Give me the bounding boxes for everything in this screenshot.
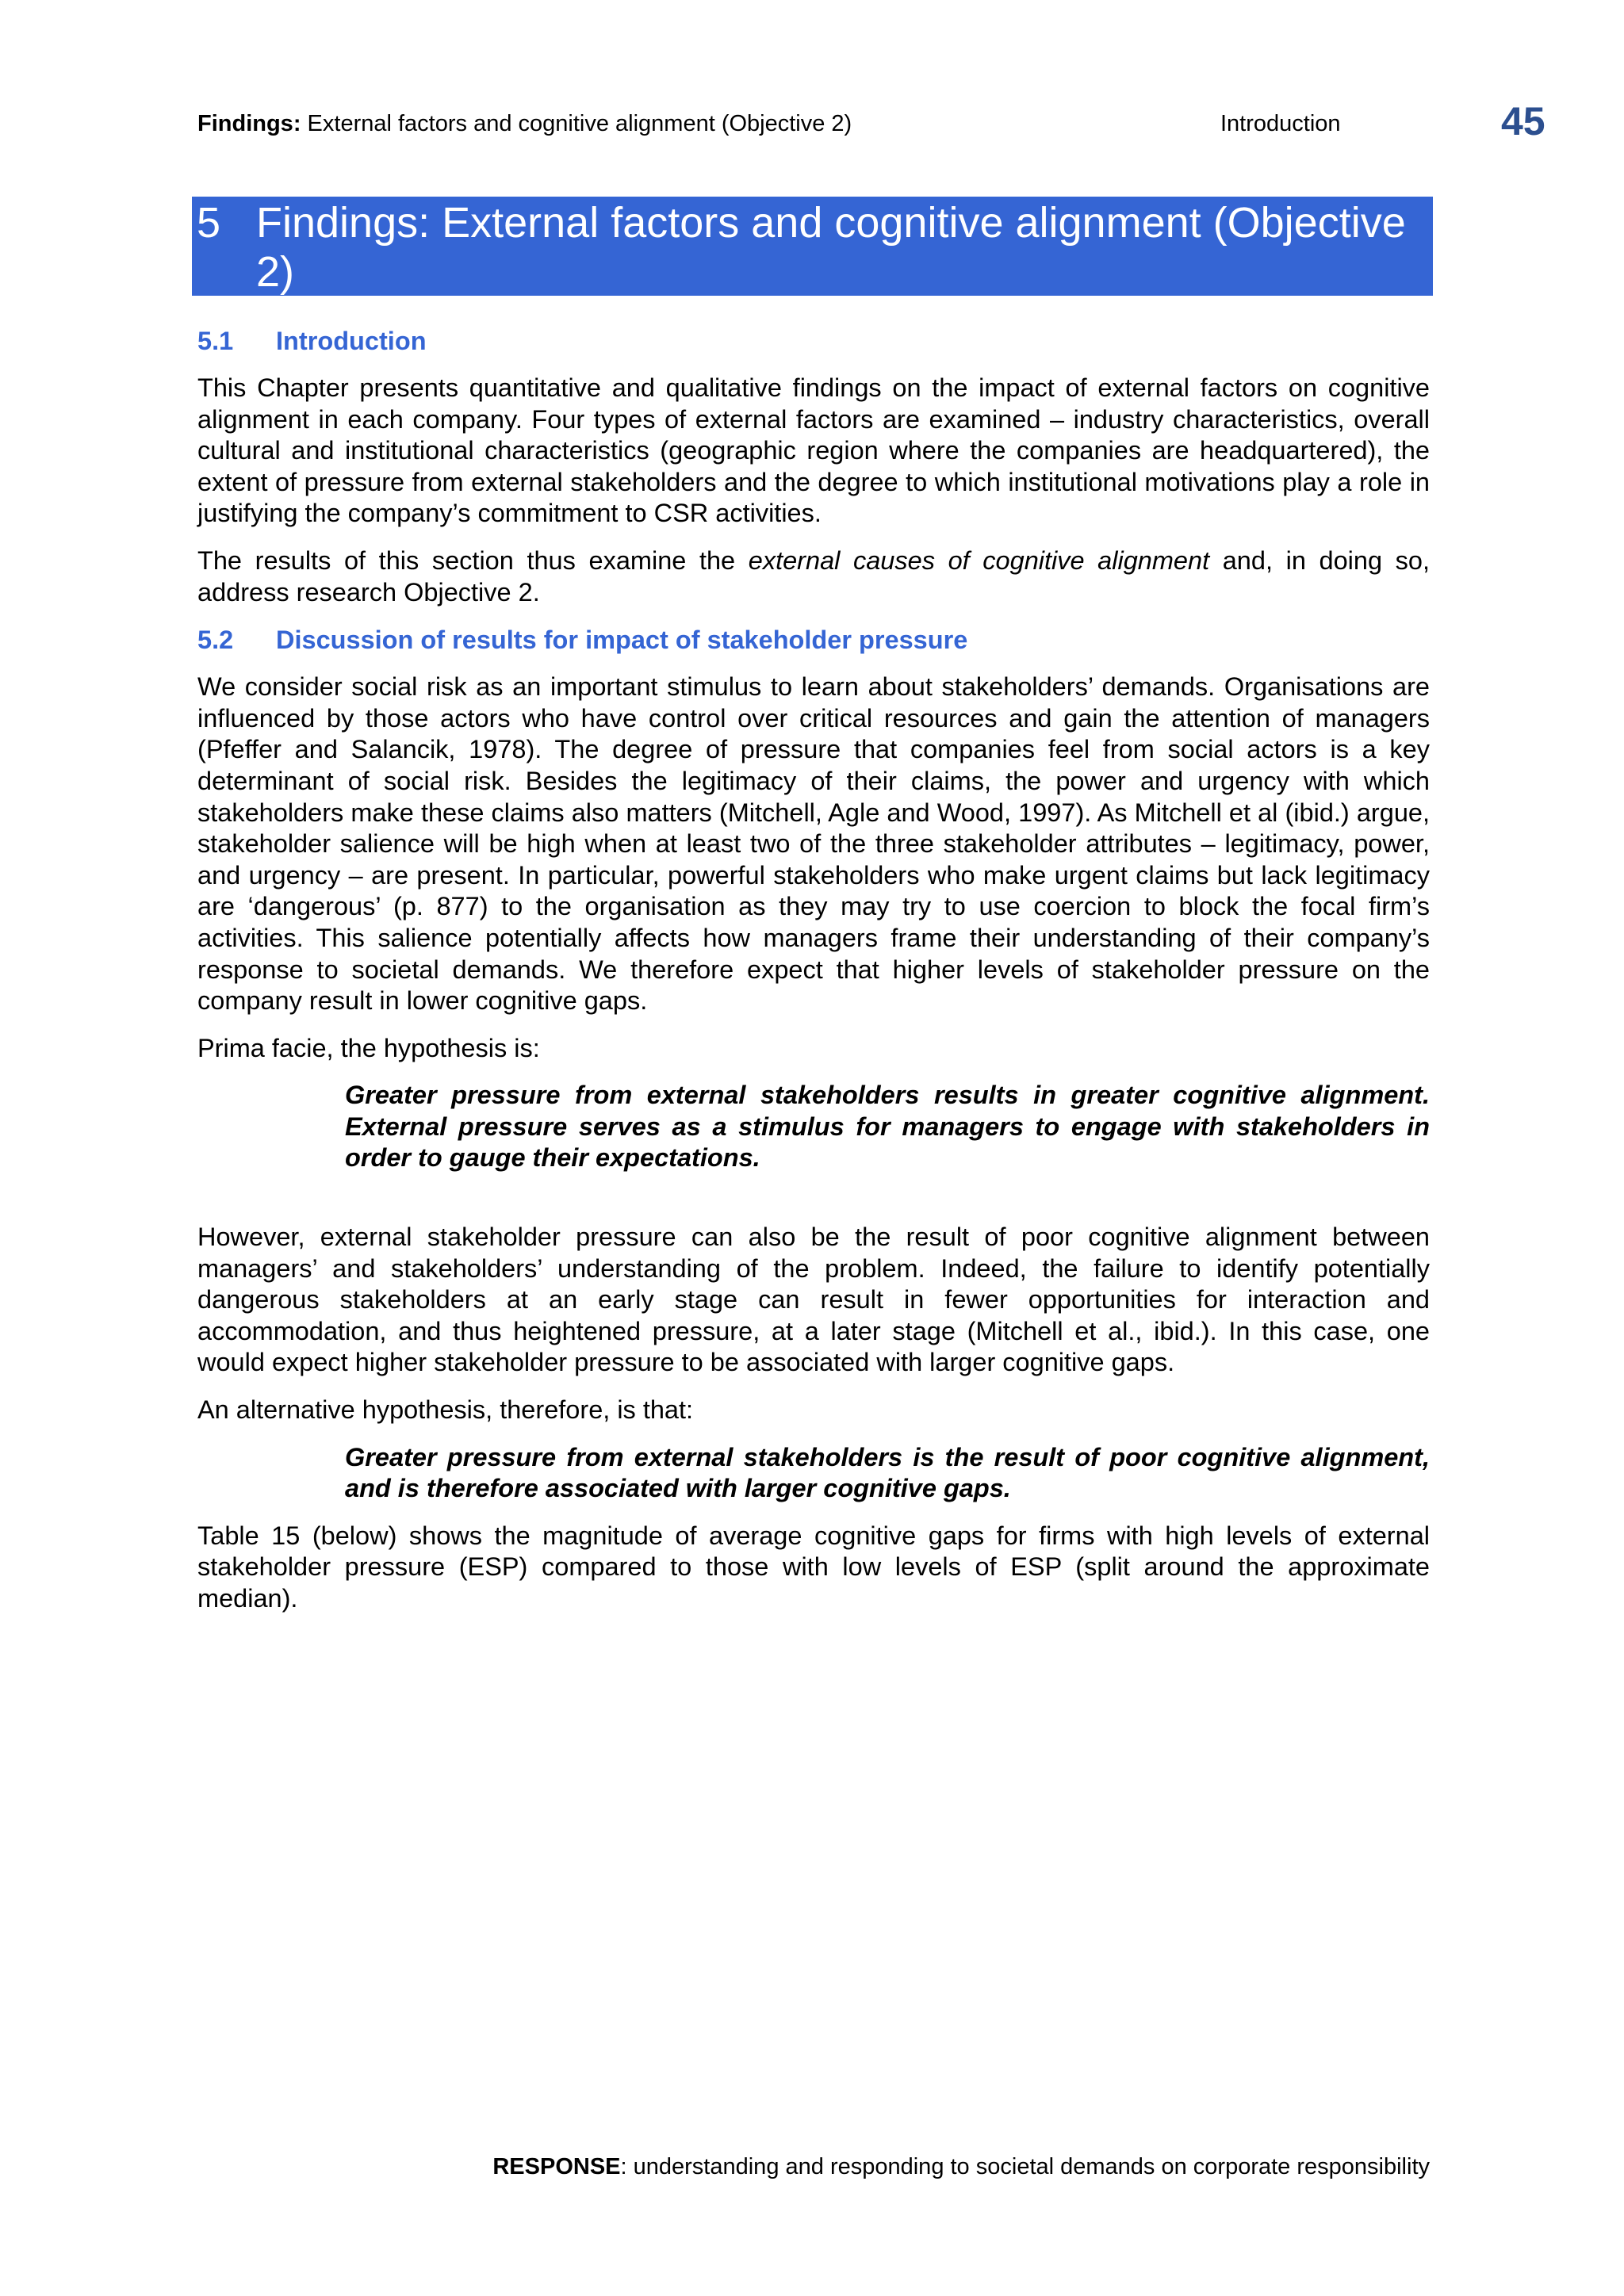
paragraph: We consider social risk as an important stimulus to learn about stakeholders’ demands. Organisations are influenced by those actors who have control over critical resources and gain the attention of managers (Pfeffer and Salancik, 1978). The degree of pressure that companies feel from social actors is a key determinant of social risk. Besides the legitimacy of their claims, the power and urgency with which stakeholders make these claims also matters (Mitchell, Agle and Wood, 1997). As Mitchell et al (ibid.) argue, stakeholder salience will be high when at least two of the three stakeholder attributes – legitimacy, power, and urgency – are present. In particular, powerful stakeholders who make urgent claims but lack legitimacy are ‘dangerous’ (p. 877) to the organisation as they may try to use coercion to block the focal firm’s activities. This salience potentially affects how managers frame their understanding of their company’s response to societal demands. We therefore expect that higher levels of stakeholder pressure on the company result in lower cognitive gaps. (197, 672, 1430, 1016)
section-introduction (197, 325, 1430, 608)
hypothesis-statement: Greater pressure from external stakeholders is the result of poor cognitive alignment, and is therefore associated with larger cognitive gaps. (345, 1442, 1430, 1503)
chapter-title: Findings: External factors and cognitive alignment (Objective 2) (256, 199, 1406, 296)
hypothesis-statement: Greater pressure from external stakeholders results in greater cognitive alignment. External pressure serves as a stimulus for managers to engage with stakeholders in order to gauge their expectations. (345, 1081, 1430, 1173)
section-stakeholder-pressure (197, 624, 1430, 1614)
page-number: 45 (1501, 99, 1545, 144)
footer-text: : understanding and responding to societal demands on corporate responsibility (620, 2154, 1430, 2179)
paragraph-text: and, in doing so, address research Objective 2. (197, 545, 1430, 607)
page-footer (427, 2154, 1430, 2180)
paragraph: An alternative hypothesis, therefore, is that: (197, 1395, 694, 1425)
running-header-section: Introduction (1220, 111, 1341, 136)
paragraph (197, 545, 1430, 608)
section-number: 5.2 (197, 626, 234, 655)
section-heading (197, 624, 1430, 656)
running-header (197, 99, 1553, 144)
section-title: Introduction (276, 327, 427, 355)
section-number: 5.1 (197, 327, 234, 355)
section-heading (197, 325, 1430, 357)
page-body (197, 325, 1430, 1631)
emphasis-text: external causes of cognitive alignment (748, 545, 1210, 575)
paragraph: Prima facie, the hypothesis is: (197, 1033, 540, 1062)
paragraph-text: The results of this section thus examine the (197, 545, 749, 575)
footer-label: RESPONSE (492, 2154, 621, 2179)
section-title: Discussion of results for impact of stakeholder pressure (276, 626, 968, 655)
paragraph: Table 15 (below) shows the magnitude of average cognitive gaps for firms with high levels of external stakeholder pressure (ESP) compared to those with low levels of ESP (split around the approximate median). (197, 1521, 1430, 1613)
chapter-number: 5 (197, 199, 221, 247)
running-header-text: External factors and cognitive alignment (Objective 2) (307, 111, 852, 136)
paragraph: However, external stakeholder pressure can also be the result of poor cognitive alignment between managers’ and stakeholders’ understanding of the problem. Indeed, the failure to identify potentially dangerous stakeholders at an early stage can result in fewer opportunities for interaction and accommodation, and thus heightened pressure, at a later stage (Mitchell et al., ibid.). In this case, one would expect higher stakeholder pressure to be associated with larger cognitive gaps. (197, 1223, 1430, 1377)
running-header-title (197, 111, 852, 137)
chapter-heading (192, 197, 1433, 296)
running-header-label: Findings: (197, 111, 301, 136)
paragraph: This Chapter presents quantitative and qualitative findings on the impact of external factors on cognitive alignment in each company. Four types of external factors are examined – industry characteristics, overall cultural and institutional characteristics (geographic region where the companies are headquartered), the extent of pressure from external stakeholders and the degree to which institutional motivations play a role in justifying the company’s commitment to CSR activities. (197, 373, 1430, 528)
